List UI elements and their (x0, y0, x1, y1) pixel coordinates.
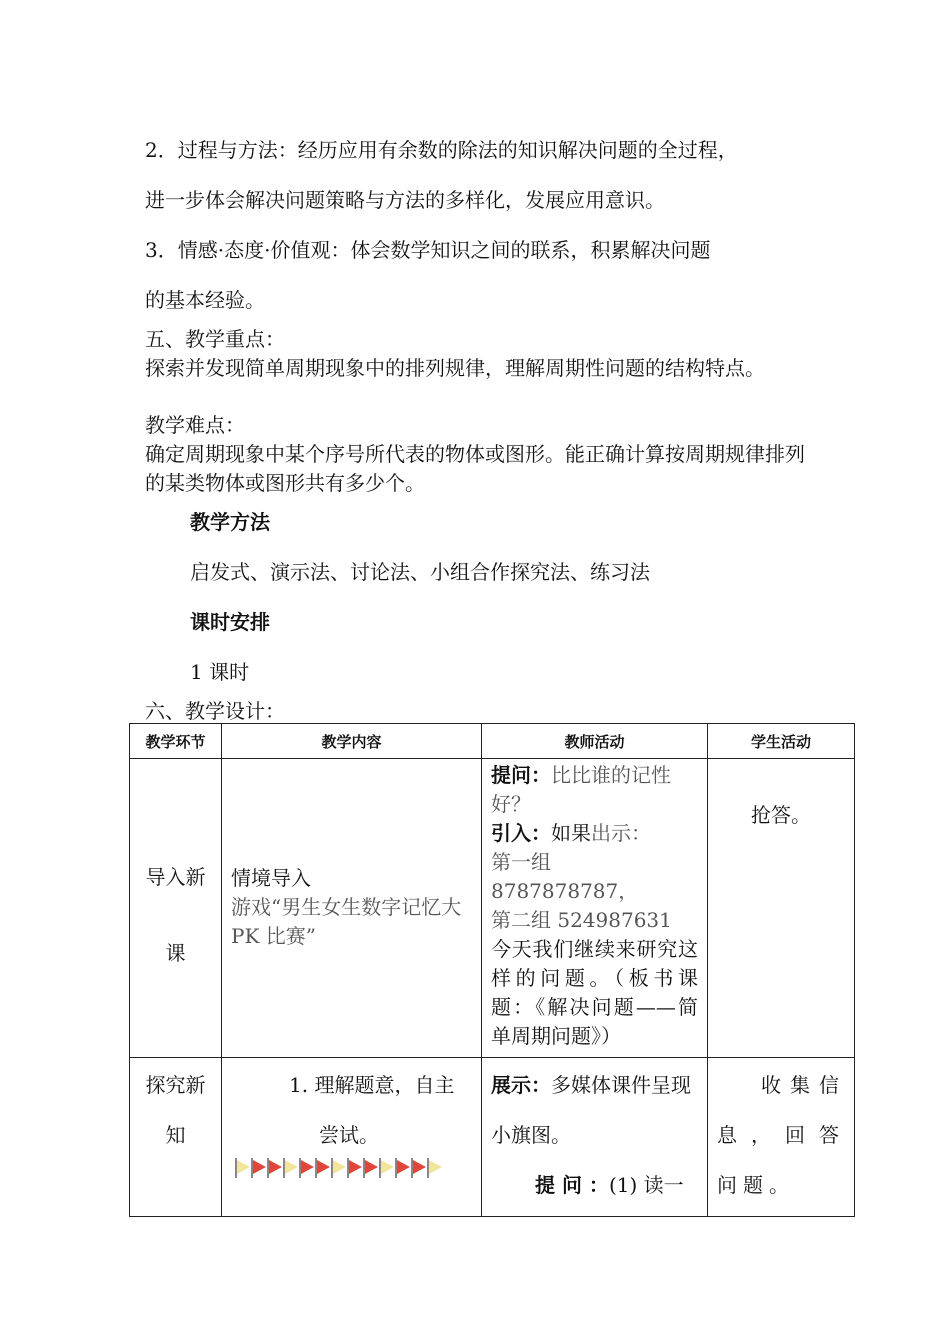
column-header: 教学内容 (222, 724, 482, 759)
teacher-cell (482, 759, 708, 1058)
show-text: 多媒体课件呈现小旗图。 (491, 1073, 691, 1147)
flag-icon (251, 1158, 266, 1178)
group-text: 第一组 8787878787， (491, 850, 639, 903)
flag-icon (347, 1158, 362, 1178)
objective-line: 2．过程与方法：经历应用有余数的除法的知识解决问题的全过程， (145, 138, 738, 162)
question-label: 提问： (491, 763, 551, 787)
stage-label: 知 (165, 1123, 186, 1147)
flag-icon (331, 1158, 346, 1178)
table-row (130, 759, 855, 1058)
flag-icon (315, 1158, 330, 1178)
ask-text: (1) 读一 (608, 1173, 684, 1197)
flag-icon (379, 1158, 394, 1178)
content-cell (222, 1058, 482, 1217)
question-text: 比比谁的记性好？ (491, 763, 671, 816)
flag-row (222, 1158, 481, 1178)
flag-icon (363, 1158, 378, 1178)
student-cell (708, 1058, 855, 1217)
schedule-text: 1 课时 (190, 660, 250, 684)
design-heading: 六、教学设计： (145, 699, 285, 723)
flag-icon (411, 1158, 426, 1178)
ask-label: 提 问 ： (535, 1173, 609, 1197)
column-header: 学生活动 (708, 724, 855, 759)
stage-cell (130, 1058, 222, 1217)
flag-icon (235, 1158, 250, 1178)
method-heading: 教学方法 (190, 510, 270, 534)
content-title: 情境导入 (231, 865, 311, 890)
flag-icon (283, 1158, 298, 1178)
content-cell (222, 759, 482, 1058)
show-label: 展示： (491, 1073, 551, 1097)
flag-icon (267, 1158, 282, 1178)
schedule-heading: 课时安排 (190, 610, 270, 634)
content-text: 1. 理解题意，自主 (289, 1073, 455, 1097)
difficulties-heading: 教学难点： (145, 413, 245, 437)
student-cell (708, 759, 855, 1058)
key-points-text: 探索并发现简单周期现象中的排列规律，理解周期性问题的结构特点。 (145, 356, 765, 380)
stage-label: 探究新 (145, 1073, 206, 1097)
column-header: 教学环节 (130, 724, 222, 759)
flag-icon (427, 1158, 442, 1178)
design-table (129, 723, 855, 1217)
table-header-row (130, 724, 855, 759)
method-text: 启发式、演示法、讨论法、小组合作探究法、练习法 (190, 560, 650, 584)
difficulties-text: 确定周期现象中某个序号所代表的物体或图形。能正确计算按周期规律排列的某类物体或图形共有多少个。 (145, 442, 805, 495)
stage-label: 课 (165, 941, 186, 965)
stage-label: 导入新 (145, 865, 206, 889)
table-row (130, 1058, 855, 1217)
objective-line: 的基本经验。 (145, 288, 265, 312)
objective-line: 3．情感·态度·价值观：体会数学知识之间的联系，积累解决问题 (145, 238, 711, 262)
column-header: 教师活动 (482, 724, 708, 759)
teacher-cell (482, 1058, 708, 1217)
key-points-heading: 五、教学重点： (145, 327, 285, 351)
student-text: 收集信息，回答问题。 (717, 1073, 845, 1197)
student-text: 抢答。 (751, 803, 811, 827)
group-text: 第二组 524987631 (491, 908, 672, 932)
stage-cell (130, 759, 222, 1058)
continue-text: 今天我们继续来研究这样的问题。（板书课题：《解决问题——简单周期问题》） (491, 937, 698, 1048)
flag-icon (395, 1158, 410, 1178)
objective-line: 进一步体会解决问题策略与方法的多样化，发展应用意识。 (145, 188, 665, 212)
flag-icon (299, 1158, 314, 1178)
content-text: 游戏“男生女生数字记忆大 PK 比赛” (231, 894, 462, 948)
intro-text: 出示： (591, 821, 651, 845)
intro-text: 如果 (551, 821, 591, 845)
intro-label: 引入： (491, 821, 551, 845)
content-text: 尝试。 (319, 1123, 379, 1147)
